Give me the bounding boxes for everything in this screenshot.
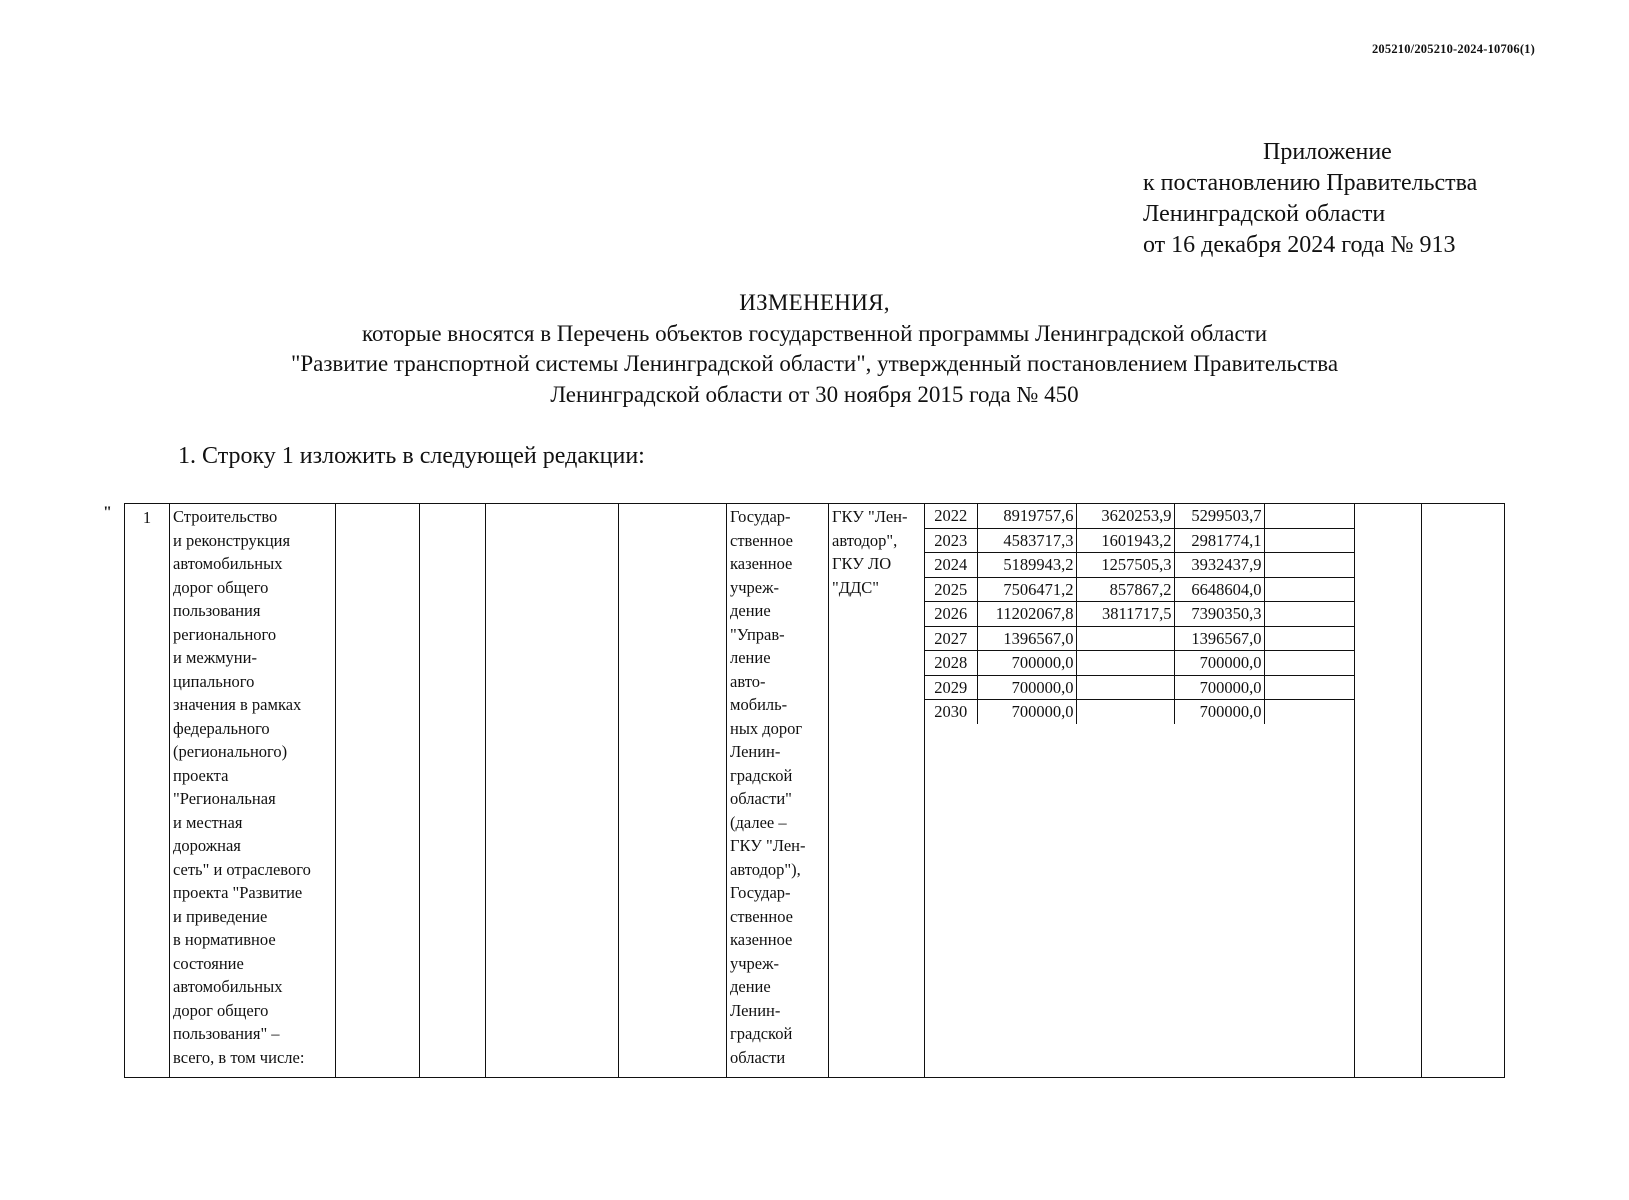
amount-cell: 2981774,1 [1174, 528, 1264, 553]
financing-subtable [925, 504, 1355, 724]
total-amount-cell: 8919757,6 [977, 504, 1076, 528]
empty-cell [1355, 504, 1422, 1078]
empty-cell [1264, 504, 1355, 528]
total-amount-cell: 700000,0 [977, 675, 1076, 700]
amount-cell: 700000,0 [1174, 651, 1264, 676]
empty-cell [619, 504, 727, 1078]
year-cell: 2030 [925, 700, 977, 724]
year-row [925, 675, 1355, 700]
year-row [925, 528, 1355, 553]
empty-cell [486, 504, 619, 1078]
amount-cell: 3620253,9 [1076, 504, 1174, 528]
year-cell: 2027 [925, 626, 977, 651]
appendix-line-4: от 16 декабря 2024 года № 913 [1143, 232, 1456, 258]
empty-cell [1264, 675, 1355, 700]
opening-quote-mark: " [103, 504, 112, 521]
total-amount-cell: 1396567,0 [977, 626, 1076, 651]
row-number-cell: 1 [125, 504, 170, 1078]
amount-cell: 1257505,3 [1076, 553, 1174, 578]
empty-cell [336, 504, 420, 1078]
empty-cell [1264, 602, 1355, 627]
amount-cell: 1396567,0 [1174, 626, 1264, 651]
amount-cell: 5299503,7 [1174, 504, 1264, 528]
amount-cell: 3932437,9 [1174, 553, 1264, 578]
year-cell: 2025 [925, 577, 977, 602]
year-cell: 2026 [925, 602, 977, 627]
year-row [925, 553, 1355, 578]
empty-cell [1264, 700, 1355, 724]
executor-cell: ГКУ "Лен- автодор", ГКУ ЛО "ДДС" [829, 504, 925, 1078]
amount-cell: 857867,2 [1076, 577, 1174, 602]
title-line-3: "Развитие транспортной системы Ленинградской области", утвержденный постановлением Правительства [290, 351, 1339, 376]
appendix-line-3: Ленинградской области [1143, 201, 1386, 227]
objects-table [124, 503, 1505, 1078]
amount-cell [1076, 651, 1174, 676]
title-line-4: Ленинградской области от 30 ноября 2015 года № 450 [550, 381, 1079, 407]
year-row [925, 577, 1355, 602]
amount-cell: 1601943,2 [1076, 528, 1174, 553]
amount-cell: 3811717,5 [1076, 602, 1174, 627]
amount-cell: 700000,0 [1174, 675, 1264, 700]
year-cell: 2028 [925, 651, 977, 676]
total-amount-cell: 7506471,2 [977, 577, 1076, 602]
empty-cell [1264, 651, 1355, 676]
year-row [925, 700, 1355, 724]
empty-cell [1264, 528, 1355, 553]
amount-cell [1076, 675, 1174, 700]
total-amount-cell: 700000,0 [977, 651, 1076, 676]
objects-table-wrapper [124, 503, 1505, 1078]
empty-cell [1264, 577, 1355, 602]
total-amount-cell: 700000,0 [977, 700, 1076, 724]
financing-by-year-cell [925, 504, 1355, 1078]
empty-cell [1264, 553, 1355, 578]
appendix-line-2: к постановлению Правительства [1143, 170, 1478, 196]
year-row [925, 626, 1355, 651]
year-cell: 2022 [925, 504, 977, 528]
point-1-text: 1. Строку 1 изложить в следующей редакции: [178, 443, 645, 469]
empty-cell [420, 504, 486, 1078]
appendix-block [1143, 137, 1477, 261]
total-amount-cell: 4583717,3 [977, 528, 1076, 553]
empty-cell [1264, 626, 1355, 651]
year-cell: 2023 [925, 528, 977, 553]
total-amount-cell: 11202067,8 [977, 602, 1076, 627]
document-registration-number: 205210/205210-2024-10706(1) [1371, 42, 1535, 56]
amount-cell: 6648604,0 [1174, 577, 1264, 602]
total-amount-cell: 5189943,2 [977, 553, 1076, 578]
title-main: ИЗМЕНЕНИЯ, [739, 290, 890, 315]
appendix-title: Приложение [1263, 139, 1392, 165]
amount-cell [1076, 700, 1174, 724]
year-cell: 2029 [925, 675, 977, 700]
title-line-2: которые вносятся в Перечень объектов государственной программы Ленинградской области [361, 320, 1268, 346]
year-cell: 2024 [925, 553, 977, 578]
year-row [925, 602, 1355, 627]
customer-cell: Государ- ственное казенное учреж- дение "Управ- ление авто- мобиль- ных дорог Ленин- градской области" (далее – ГКУ "Лен- автодор"), Государ- ственное казенное учреж- дение Ленин- градской области [727, 504, 829, 1078]
year-row [925, 504, 1355, 528]
table-row [125, 504, 1505, 1078]
object-name-cell: Строительство и реконструкция автомобильных дорог общего пользования регионального и межмуни- ципального значения в рамках федерального (регионального) проекта "Региональная и местная дорожная сеть" и отраслевого проекта "Развитие и приведение в нормативное состояние автомобильных дорог общего пользования" – всего, в том числе: [170, 504, 336, 1078]
document-title [0, 288, 1629, 410]
amount-cell: 7390350,3 [1174, 602, 1264, 627]
amount-cell [1076, 626, 1174, 651]
year-row [925, 651, 1355, 676]
empty-cell [1422, 504, 1505, 1078]
amount-cell: 700000,0 [1174, 700, 1264, 724]
